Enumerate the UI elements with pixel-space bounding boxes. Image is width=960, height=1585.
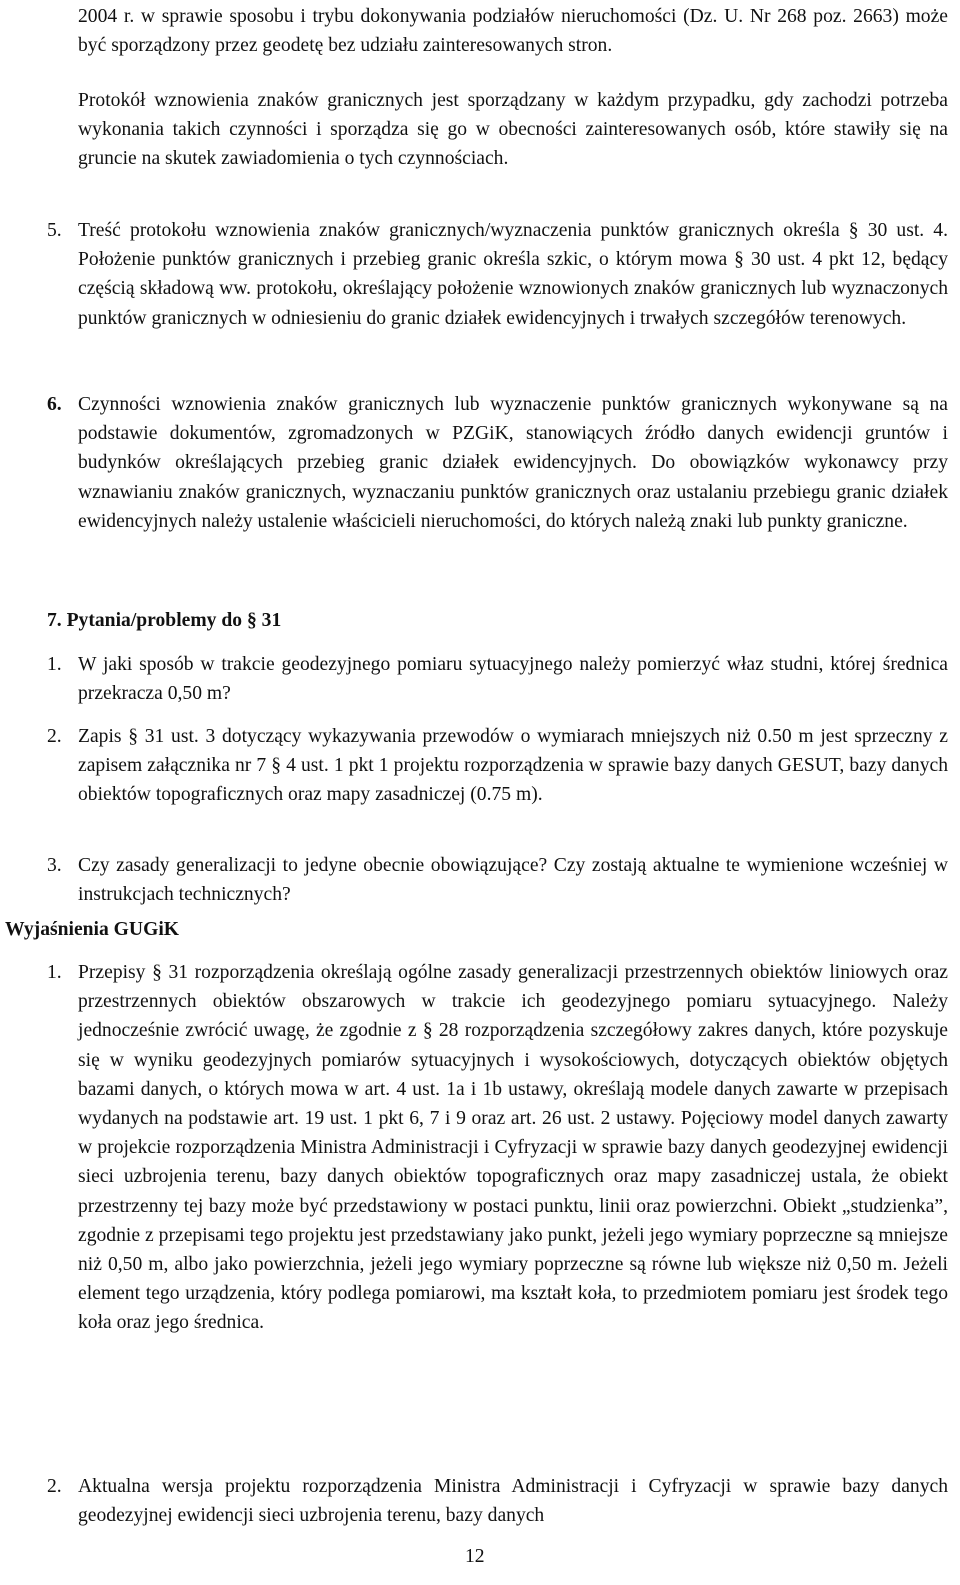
question-1-text: W jaki sposób w trakcie geodezyjnego pomiaru sytuacyjnego należy pomierzyć właz studni, której średnica przekracza 0,50 m? [78,654,948,705]
item-5-number: 5. [47,220,62,241]
item-6-text: Czynności wznowienia znaków granicznych lub wyznaczenie punktów granicznych wykonywane są na podstawie dokumentów, zgromadzonych w PZGiK, stanowiących źródło danych ewidencji gruntów i budynków określających przebieg granic działek ewidencyjnych. Do obowiązków wykonawcy przy wznawianiu znaków granicznych, wyznaczaniu punktów granicznych oraz ustalaniu przebiegu granic działek ewidencyjnych należy ustalenie właścicieli nieruchomości, do których należą znaki lub punkty graniczne. [78,394,948,532]
question-1-number: 1. [47,654,62,675]
section-7-heading: 7. Pytania/problemy do § 31 [47,610,282,631]
protocol-paragraph: Protokół wznowienia znaków granicznych jest sporządzany w każdym przypadku, gdy zachodzi potrzeba wykonania takich czynności i sporządza się go w obecności zainteresowanych osób, które stawiły się na gruncie na skutek zawiadomienia o tych czynnościach. [78,90,948,170]
top-continuation-paragraph: 2004 r. w sprawie sposobu i trybu dokonywania podziałów nieruchomości (Dz. U. Nr 268 poz. 2663) może być sporządzony przez geodetę bez udziału zainteresowanych stron. [78,6,948,57]
explanation-2-text: Aktualna wersja projektu rozporządzenia Ministra Administracji i Cyfryzacji w sprawie bazy danych geodezyjnej ewidencji sieci uzbrojenia terenu, bazy danych [78,1476,948,1527]
question-3-text: Czy zasady generalizacji to jedyne obecnie obowiązujące? Czy zostają aktualne te wymienione wcześniej w instrukcjach technicznych? [78,855,948,906]
item-5-text: Treść protokołu wznowienia znaków granicznych/wyznaczenia punktów granicznych określa § 30 ust. 4. Położenie punktów granicznych i przebieg granic określa szkic, o którym mowa § 30 ust. 4 pkt 12, będący częścią składową ww. protokołu, określający położenie wznowionych znaków granicznych lub wyznaczonych punktów granicznych w odniesieniu do granic działek ewidencyjnych i trwałych szczegółów terenowych. [78,220,948,329]
explanation-1-number: 1. [47,962,62,983]
question-3-number: 3. [47,855,62,876]
explanations-heading: Wyjaśnienia GUGiK [5,919,179,940]
question-2-number: 2. [47,726,62,747]
explanation-1-text: Przepisy § 31 rozporządzenia określają ogólne zasady generalizacji przestrzennych obiektów liniowych oraz przestrzennych obiektów obszarowych w trakcie ich geodezyjnego pomiaru sytuacyjnego. Należy jednocześnie zwrócić uwagę, że zgodnie z § 28 rozporządzenia szczegółowy zakres danych, które pozyskuje się w wyniku geodezyjnych pomiarów sytuacyjnych i wysokościowych, dotyczących obiektów objętych bazami danych, o których mowa w art. 4 ust. 1a i 1b ustawy, określają modele danych zawarte w przepisach wydanych na podstawie art. 19 ust. 1 pkt 6, 7 i 9 oraz art. 26 ust. 2 ustawy. Pojęciowy model danych zawarty w projekcie rozporządzenia Ministra Administracji i Cyfryzacji w sprawie bazy danych geodezyjnej ewidencji sieci uzbrojenia terenu, bazy danych obiektów topograficznych oraz mapy zasadniczej ustala, że obiekt przestrzenny tej bazy może być przedstawiony w postaci punktu, linii oraz powierzchni. Obiekt „studzienka”, zgodnie z przepisami tego projektu jest przedstawiany jako punkt, jeżeli jego wymiary poprzeczne są mniejsze niż 0,50 m, albo jako powierzchnia, jeżeli jego wymiary poprzeczne są równe lub większe niż 0,50 m. Jeżeli element tego urządzenia, który podlega pomiarowi, ma kształt koła, to przedmiotem pomiaru jest środek tego koła oraz jego średnica. [78,962,948,1334]
question-2-text: Zapis § 31 ust. 3 dotyczący wykazywania przewodów o wymiarach mniejszych niż 0.50 m jest sprzeczny z zapisem załącznika nr 7 § 4 ust. 1 pkt 1 projektu rozporządzenia w sprawie bazy danych GESUT, bazy danych obiektów topograficznych oraz mapy zasadniczej (0.75 m). [78,726,948,806]
explanation-2-number: 2. [47,1476,62,1497]
page-number: 12 [465,1546,485,1567]
item-6-number: 6. [47,394,62,415]
